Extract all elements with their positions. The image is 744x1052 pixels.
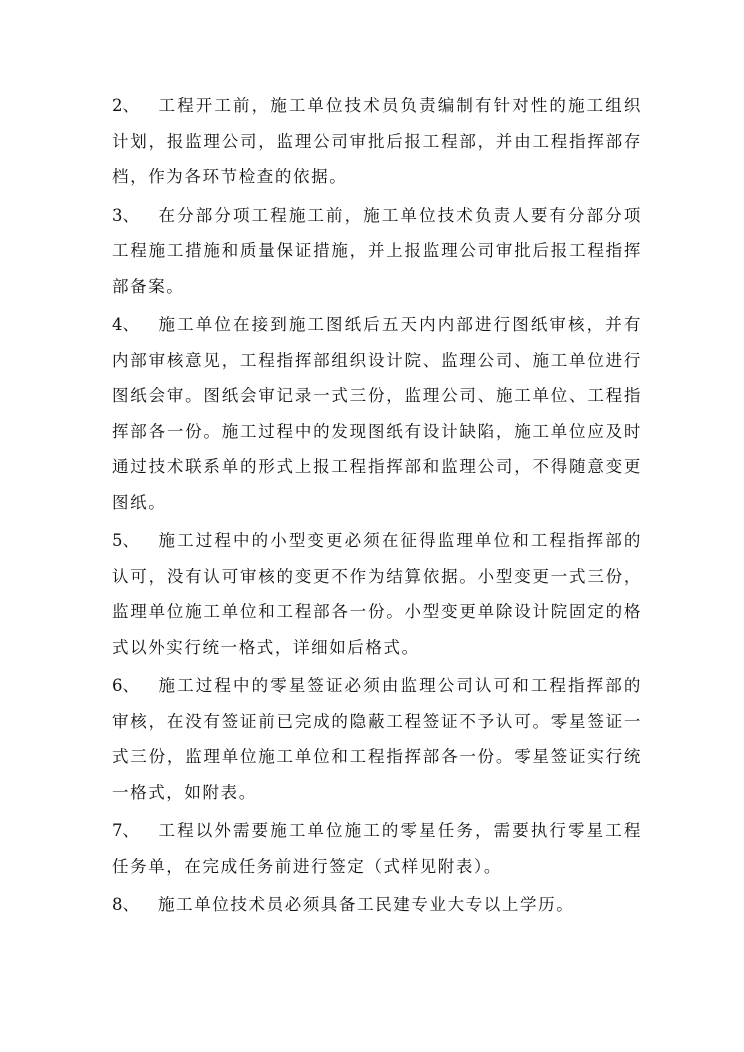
paragraph-4 bbox=[112, 307, 642, 520]
paragraph-6 bbox=[112, 668, 642, 810]
paragraph-number: 8、 bbox=[112, 895, 139, 914]
paragraph-5 bbox=[112, 523, 642, 665]
paragraph-text: 施工单位技术员必须具备工民建专业大专以上学历。 bbox=[158, 895, 575, 914]
paragraph-7 bbox=[112, 813, 642, 884]
paragraph-text: 施工单位在接到施工图纸后五天内内部进行图纸审核，并有内部审核意见，工程指挥部组织设计院、监理公司、施工单位进行图纸会审。图纸会审记录一式三份，监理公司、施工单位、工程指挥部各一份。施工过程中的发现图纸有设计缺陷，施工单位应及时通过技术联系单的形式上报工程指挥部和监理公司，不得随意变更图纸。 bbox=[112, 315, 642, 512]
paragraph-number: 5、 bbox=[112, 531, 139, 550]
paragraph-number: 3、 bbox=[112, 205, 139, 225]
paragraph-2 bbox=[112, 88, 642, 195]
paragraph-text: 施工过程中的小型变更必须在征得监理单位和工程指挥部的认可，没有认可审核的变更不作为结算依据。小型变更一式三份，监理单位施工单位和工程部各一份。小型变更单除设计院固定的格式以外实行统一格式，详细如后格式。 bbox=[112, 531, 642, 657]
paragraph-number: 7、 bbox=[112, 821, 139, 840]
paragraph-text: 施工过程中的零星签证必须由监理公司认可和工程指挥部的审核，在没有签证前已完成的隐蔽工程签证不予认可。零星签证一式三份，监理单位施工单位和工程指挥部各一份。零星签证实行统一格式，如附表。 bbox=[112, 676, 642, 802]
paragraph-number: 4、 bbox=[112, 315, 139, 334]
document-body bbox=[112, 88, 642, 926]
paragraph-text: 工程开工前，施工单位技术员负责编制有针对性的施工组织计划，报监理公司，监理公司审批后报工程部，并由工程指挥部存档，作为各环节检查的依据。 bbox=[112, 96, 642, 186]
paragraph-number: 2、 bbox=[112, 96, 139, 115]
paragraph-3 bbox=[112, 198, 642, 305]
paragraph-8 bbox=[112, 887, 642, 923]
paragraph-text: 工程以外需要施工单位施工的零星任务，需要执行零星工程任务单，在完成任务前进行签定（式样见附表）。 bbox=[112, 821, 642, 876]
paragraph-text: 在分部分项工程施工前，施工单位技术负责人要有分部分项工程施工措施和质量保证措施，并上报监理公司审批后报工程指挥部备案。 bbox=[112, 205, 642, 296]
paragraph-number: 6、 bbox=[112, 676, 139, 695]
